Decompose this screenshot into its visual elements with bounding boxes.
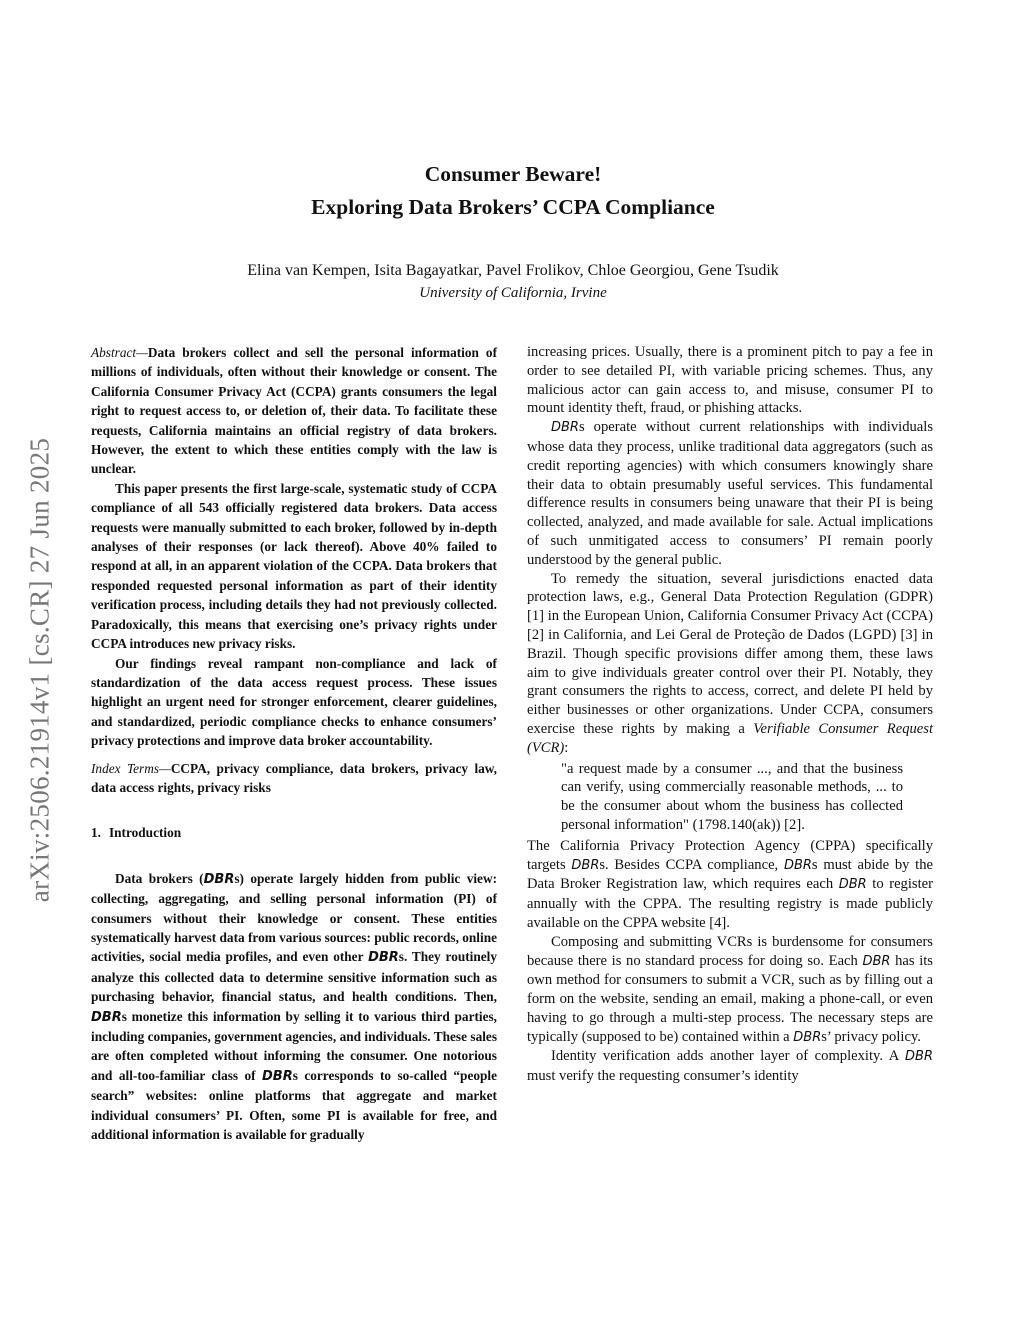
dbr-symbol: DBR — [793, 1029, 822, 1045]
abstract-paragraph-3: Our findings reveal rampant non-compliance and lack of standardization of the data access request process. These issues highlight an urgent need for stronger enforcement, clearer guidelines, and standardized, periodic compliance checks to enhance consumers’ privacy protections and improve data broker accountability. — [91, 655, 497, 749]
dbr-symbol: DBR — [862, 953, 891, 969]
vcr-term: Verifiable Consumer Request (VCR) — [527, 720, 933, 756]
right-column — [527, 343, 933, 1086]
intro-paragraph-3 — [527, 570, 933, 758]
dbr-symbol: DBR — [571, 857, 600, 873]
intro-paragraph-4 — [527, 837, 933, 933]
intro-text: s. They routinely analyze this collected data to determine sensitive information such as purchasing behavior, financial status, and health conditions. Then, — [91, 949, 497, 1005]
intro-text: s) operate largely hidden from public view: collecting, aggregating, and selling personal information (PI) of consumers without their knowledge or consent. These entities systematically harvest data from various sources: public records, online activities, social media profiles, and even other — [91, 870, 497, 965]
abstract-paragraph-1 — [91, 343, 497, 479]
section-title: Introduction — [108, 825, 182, 841]
arxiv-identifier: arXiv:2506.21914v1 [cs.CR] 27 Jun 2025 — [24, 437, 55, 903]
intro-text: has its own method for consumers to submit a VCR, such as by filling out a form on the website, sending an email, making a phone-call, or even having to go through a multi-step process. The necessary steps are typically (supposed to be) contained within a — [527, 952, 933, 1045]
intro-text: To remedy the situation, several jurisdictions enacted data protection laws, e.g., General Data Protection Regulation (GDPR) [1] in the European Union, California Consumer Privacy Act (CCPA) [2] in California, and Lei Geral de Proteção de Dados (LGPD) [3] in Brazil. Though specific provisions differ among them, these laws aim to give individuals greater control over their PI. Notably, they grant consumers the rights to access, correct, and delete PI held by either businesses or other organizations. Under CCPA, consumers exercise these rights by making a — [527, 570, 933, 737]
intro-text: Data brokers ( — [115, 870, 204, 886]
ccpa-quote: "a request made by a consumer ..., and that the business can verify, using commercially reasonable methods, ... to be the consumer about whom the business has collected personal information" (1798.140(ak)) [2]. — [561, 760, 903, 833]
dbr-symbol: DBR — [262, 1068, 293, 1084]
intro-text: : — [564, 739, 569, 756]
title-line-2: Exploring Data Brokers’ CCPA Compliance — [311, 195, 715, 219]
left-column — [91, 343, 497, 1144]
intro-text: s operate without current relationships with individuals whose data they process, unlike traditional data aggregators (such as credit reporting agencies) with which consumers knowingly share their data to obtain presumably useful services. This fundamental difference results in consumers being unaware that their PI is being collected, analyzed, and made available for sale. Actual implications of such unmitigated access to consumers’ PI remain poorly understood by the general public. — [527, 419, 933, 568]
index-terms-text: CCPA, privacy compliance, data brokers, privacy law, data access rights, privacy risks — [91, 760, 497, 795]
paper-title — [92, 158, 934, 224]
dbr-symbol: DBR — [905, 1049, 933, 1065]
affiliation: University of California, Irvine — [419, 285, 607, 301]
intro-text: s. Besides CCPA compliance, — [599, 856, 784, 873]
dbr-symbol: DBR — [368, 950, 399, 966]
intro-text: must verify the requesting consumer’s identity — [527, 1068, 799, 1085]
intro-text: The California Privacy Protection Agency (CPPA) specifically targets — [527, 837, 933, 873]
abstract-label: Abstract— — [91, 345, 148, 360]
intro-text: s’ privacy policy. — [821, 1028, 921, 1045]
intro-text: to register annually with the CPPA. The resulting registry is made publicly available on the CPPA website [4]. — [527, 876, 933, 931]
intro-paragraph-1 — [91, 869, 497, 1145]
intro-continuation: increasing prices. Usually, there is a prominent pitch to pay a fee in order to see detailed PI, with variable pricing schemes. Thus, any malicious actor can gain access to, and misuse, consumer PI to mount identity theft, fraud, or phishing attacks. — [527, 344, 933, 417]
intro-text: s monetize this information by selling it to various third parties, including companies, government agencies, and individuals. These sales are often completed without informing the consumer. One notorious and all-too-familiar class of — [91, 1008, 497, 1083]
intro-paragraph-2 — [527, 418, 933, 569]
section-heading — [91, 823, 497, 842]
abstract-paragraph-2: This paper presents the first large-scale, systematic study of CCPA compliance of all 543 officially registered data brokers. Data access requests were manually submitted to each broker, followed by in-depth analyses of their responses (or lack thereof). Above 40% failed to respond at all, in an apparent violation of the CCPA. Data brokers that responded requested personal information as part of their identity verification process, including details they had not previously collected. Paradoxically, this means that exercising one’s privacy rights under CCPA introduces new privacy risks. — [91, 480, 497, 652]
index-terms-label: Index Terms— — [91, 760, 171, 776]
intro-text: s corresponds to so-called “people search” websites: online platforms that aggregate and market individual consumers’ PI. Often, some PI is available for free, and additional information is available for gradually — [91, 1067, 497, 1143]
dbr-symbol: DBR — [783, 857, 812, 873]
dbr-symbol: DBR — [838, 877, 867, 893]
intro-text: Identity verification adds another layer of complexity. A — [551, 1048, 906, 1065]
author-block — [92, 260, 934, 304]
dbr-symbol: DBR — [91, 1009, 122, 1025]
dbr-symbol: DBR — [203, 871, 235, 887]
dbr-symbol: DBR — [551, 420, 579, 436]
title-line-1: Consumer Beware! — [424, 162, 602, 186]
author-list: Elina van Kempen, Isita Bagayatkar, Pavel Frolikov, Chloe Georgiou, Gene Tsudik — [247, 262, 779, 279]
abstract-text-1: Data brokers collect and sell the personal information of millions of individuals, often without their knowledge or consent. The California Consumer Privacy Act (CCPA) grants consumers the legal right to request access to, or deletion of, their data. To facilitate these requests, California maintains an official registry of data brokers. However, the extent to which these entities comply with the law is unclear. — [91, 345, 497, 477]
intro-text: Composing and submitting VCRs is burdensome for consumers because there is no standard process for doing so. Each — [527, 933, 933, 969]
intro-paragraph-6 — [527, 1047, 933, 1086]
index-terms — [91, 759, 497, 798]
intro-paragraph-5 — [527, 933, 933, 1048]
intro-text: s must abide by the Data Broker Registration law, which requires each — [527, 856, 933, 893]
arxiv-sidebar — [0, 380, 80, 960]
section-number: 1. — [91, 825, 101, 841]
